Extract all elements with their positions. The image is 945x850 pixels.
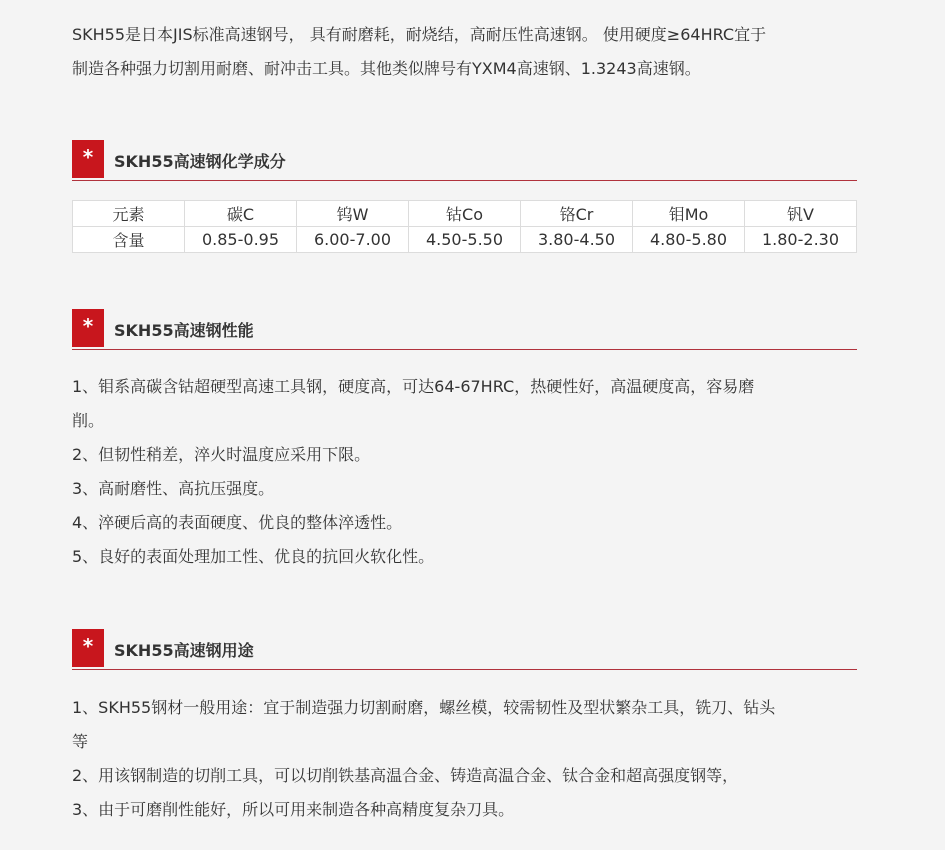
section-header-composition <box>72 140 857 181</box>
table-cell: 3.80-4.50 <box>521 227 633 253</box>
table-cell: 钨W <box>297 201 409 227</box>
table-cell: 碳C <box>185 201 297 227</box>
table-cell: 钼Mo <box>633 201 745 227</box>
list-item: 3、由于可磨削性能好，所以可用来制造各种高精度复杂刀具。 <box>72 800 515 819</box>
table-row <box>73 227 857 253</box>
list-item: 5、良好的表面处理加工性、优良的抗回火软化性。 <box>72 547 435 566</box>
list-item: 等 <box>72 732 89 751</box>
section-header-uses <box>72 629 857 670</box>
star-marker-icon: * <box>72 140 104 178</box>
intro-line: SKH55是日本JIS标准高速钢号， 具有耐磨耗，耐烧结，高耐压性高速钢。 使用硬度≥64HRC宜于 <box>72 25 767 44</box>
table-cell: 钴Co <box>409 201 521 227</box>
properties-list <box>72 370 857 574</box>
table-cell: 4.50-5.50 <box>409 227 521 253</box>
composition-table <box>72 200 857 253</box>
table-cell: 含量 <box>73 227 185 253</box>
intro-line: 制造各种强力切割用耐磨、耐冲击工具。其他类似牌号有YXM4高速钢、1.3243高速钢。 <box>72 59 701 78</box>
table-row <box>73 201 857 227</box>
section-header-properties <box>72 309 857 350</box>
list-item: 4、淬硬后高的表面硬度、优良的整体淬透性。 <box>72 513 403 532</box>
table-cell: 元素 <box>73 201 185 227</box>
table-cell: 6.00-7.00 <box>297 227 409 253</box>
star-marker-icon: * <box>72 629 104 667</box>
uses-list <box>72 691 857 827</box>
intro-paragraph <box>72 18 872 86</box>
star-marker-icon: * <box>72 309 104 347</box>
table-cell: 0.85-0.95 <box>185 227 297 253</box>
list-item: 1、钼系高碳含钴超硬型高速工具钢，硬度高，可达64-67HRC，热硬性好，高温硬度高，容易磨 <box>72 377 755 396</box>
table-cell: 1.80-2.30 <box>745 227 857 253</box>
table-cell: 铬Cr <box>521 201 633 227</box>
list-item: 2、用该钢制造的切削工具，可以切削铁基高温合金、铸造高温合金、钛合金和超高强度钢等， <box>72 766 739 785</box>
section-title: SKH55高速钢化学成分 <box>114 152 286 171</box>
list-item: 3、高耐磨性、高抗压强度。 <box>72 479 275 498</box>
list-item: 2、但韧性稍差，淬火时温度应采用下限。 <box>72 445 371 464</box>
table-cell: 钒V <box>745 201 857 227</box>
section-title: SKH55高速钢性能 <box>114 321 254 340</box>
list-item: 1、SKH55钢材一般用途：宜于制造强力切割耐磨，螺丝模，较需韧性及型状繁杂工具，铣刀、钻头 <box>72 698 776 717</box>
section-title: SKH55高速钢用途 <box>114 641 254 660</box>
table-cell: 4.80-5.80 <box>633 227 745 253</box>
list-item: 削。 <box>72 411 105 430</box>
